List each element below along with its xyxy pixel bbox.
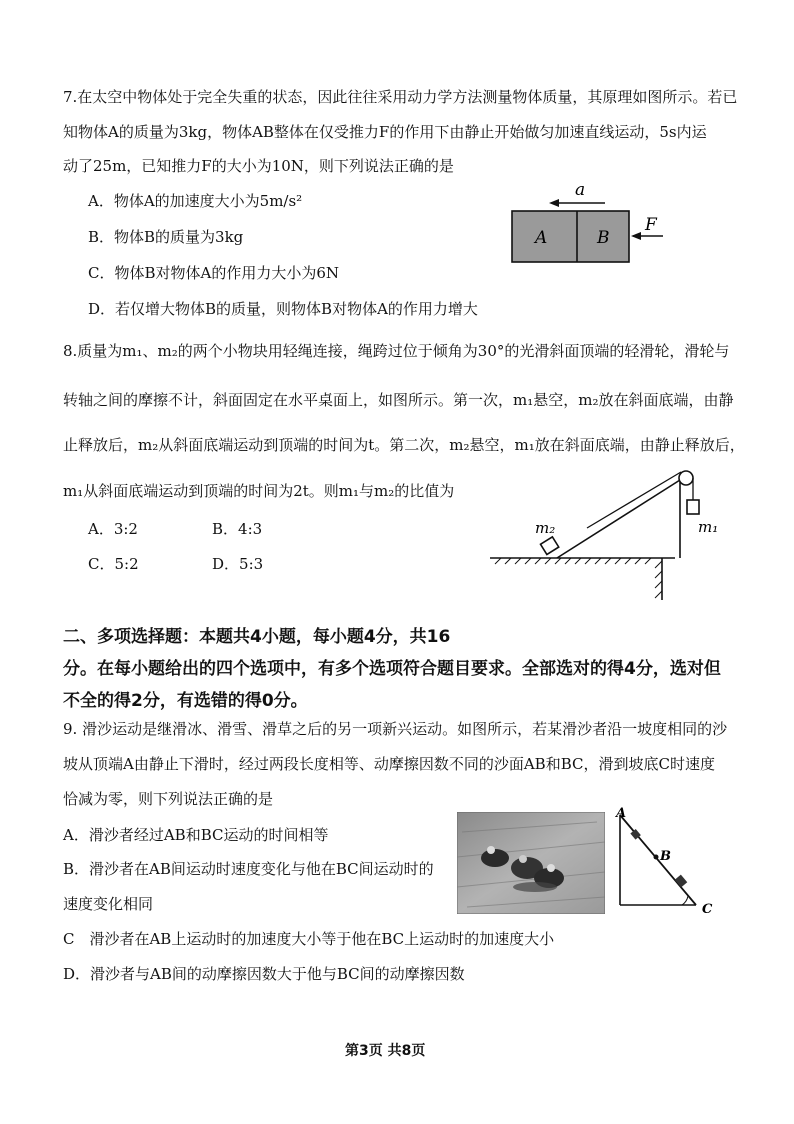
m2-label: m₂: [535, 519, 556, 537]
q7-option-d: D．若仅增大物体B的质量，则物体B对物体A的作用力增大: [88, 300, 478, 318]
block-a-label: A: [535, 228, 548, 248]
q9-option-b-line2: 速度变化相同: [63, 895, 154, 913]
q7-option-b: B．物体B的质量为3kg: [88, 228, 244, 246]
q7-line3: 动了25m，已知推力F的大小为10N，则下列说法正确的是: [63, 157, 454, 175]
pulley: [679, 471, 693, 485]
point-b-label: B: [660, 849, 671, 864]
page-number: 第3页 共8页: [345, 1043, 426, 1059]
incline-surface: [557, 480, 680, 558]
q9-sand-sliding-photo: [457, 812, 605, 914]
q9-option-c: C 滑沙者在AB上运动时的加速度大小等于他在BC上运动时的加速度大小: [63, 930, 555, 948]
q8-option-a: A．3:2: [88, 520, 138, 538]
m1-label: m₁: [698, 518, 719, 536]
section2-line1: 二、多项选择题：本题共4小题，每小题4分，共16: [63, 627, 451, 647]
q8-figure: [485, 460, 720, 605]
q9-option-d: D．滑沙者与AB间的动摩擦因数大于他与BC间的动摩擦因数: [63, 965, 465, 983]
block-m2: [541, 537, 559, 555]
block-b-label: B: [597, 228, 610, 248]
force-label: F: [645, 215, 657, 235]
q9-slope-figure: [612, 805, 722, 920]
block-m1: [687, 500, 699, 514]
slope-line: [620, 815, 696, 905]
q9-line3: 恰减为零，则下列说法正确的是: [63, 790, 274, 808]
q7-option-a: A．物体A的加速度大小为5m/s²: [88, 192, 303, 210]
q7-line1: 7.在太空中物体处于完全失重的状态，因此往往采用动力学方法测量物体质量，其原理如图所示。若已: [63, 88, 738, 106]
q8-line2: 转轴之间的摩擦不计，斜面固定在水平桌面上，如图所示。第一次，m₁悬空，m₂放在斜面底端，由静: [63, 391, 734, 409]
q8-option-d: D．5:3: [212, 555, 264, 573]
q8-line3: 止释放后，m₂从斜面底端运动到顶端的时间为t。第二次，m₂悬空，m₁放在斜面底端，由静止释放后，: [63, 436, 745, 454]
q8-option-b: B．4:3: [212, 520, 263, 538]
q9-option-a: A．滑沙者经过AB和BC运动的时间相等: [63, 826, 329, 844]
point-c-label: C: [702, 902, 713, 917]
section2-line2: 分。在每小题给出的四个选项中，有多个选项符合题目要求。全部选对的得4分，选对但: [63, 659, 721, 679]
q9-line2: 坡从顶端A由静止下滑时，经过两段长度相等、动摩擦因数不同的沙面AB和BC，滑到坡底C时速度: [63, 755, 715, 773]
q7-figure: [505, 175, 675, 270]
q7-fig-label-a: a: [575, 180, 586, 200]
section2-line3: 不全的得2分，有选错的得0分。: [63, 691, 308, 711]
block-ab: [512, 211, 629, 262]
q7-option-c: C．物体B对物体A的作用力大小为6N: [88, 264, 340, 282]
q8-line1: 8.质量为m₁、m₂的两个小物块用轻绳连接，绳跨过位于倾角为30°的光滑斜面顶端的轻滑轮，滑轮与: [63, 342, 730, 360]
q8-option-c: C．5:2: [88, 555, 139, 573]
q7-line2: 知物体A的质量为3kg，物体AB整体在仅受推力F的作用下由静止开始做匀加速直线运动，5s内运: [63, 123, 707, 141]
q8-line4: m₁从斜面底端运动到顶端的时间为2t。则m₁与m₂的比值为: [63, 482, 455, 500]
rope: [587, 472, 681, 528]
q9-line1: 9. 滑沙运动是继滑冰、滑雪、滑草之后的另一项新兴运动。如图所示，若某滑沙者沿一坡度相同的沙: [63, 720, 728, 738]
q9-option-b-line1: B．滑沙者在AB间运动时速度变化与他在BC间运动时的: [63, 860, 434, 878]
point-a-label: A: [616, 806, 627, 821]
